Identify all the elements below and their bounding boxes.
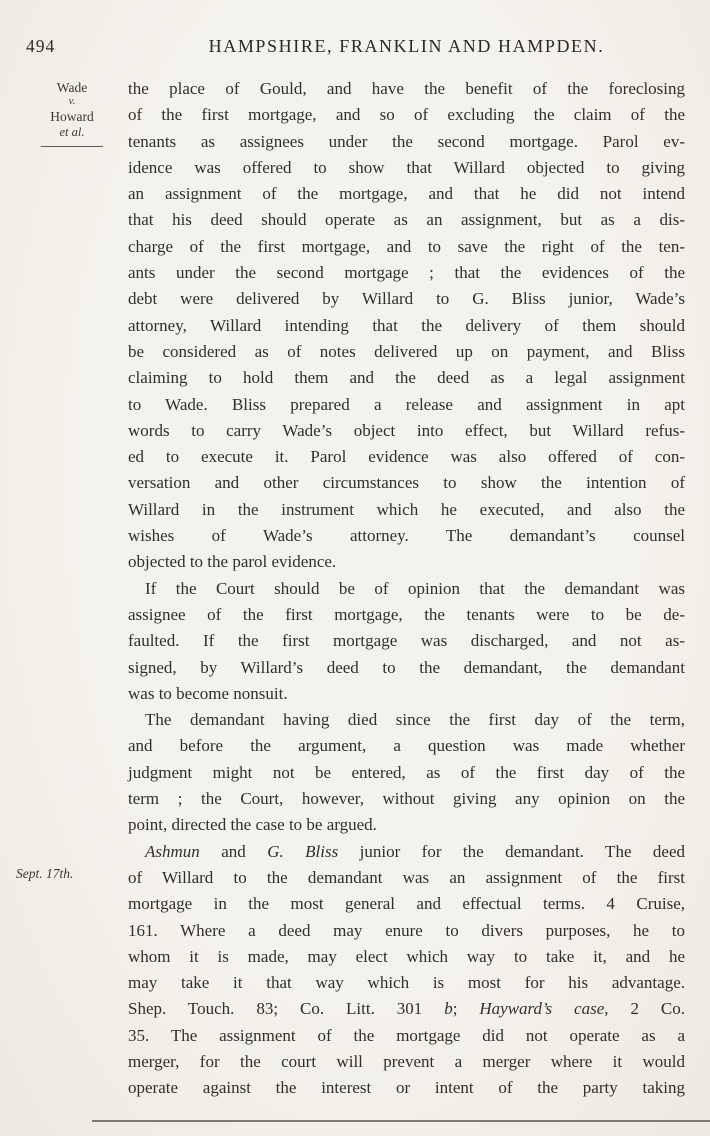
text-line: [128, 812, 685, 838]
text-segment: operate against the interest or intent of the party taking: [128, 1078, 685, 1098]
text-segment: attorney, Willard intending that the delivery of them should: [128, 315, 685, 335]
text-line: [128, 1023, 685, 1049]
text-line: [128, 576, 685, 602]
text-line: [128, 996, 685, 1022]
text-line: [128, 918, 685, 944]
text-segment: term ; the Court, however, without giving any opinion on the: [128, 789, 685, 809]
text-segment: claiming to hold them and the deed as a legal assignment: [128, 368, 685, 388]
text-line: [128, 497, 685, 523]
margin-case-rule: [41, 146, 103, 147]
running-header-title: HAMPSHIRE, FRANKLIN AND HAMPDEN.: [208, 36, 605, 56]
text-line: [128, 313, 685, 339]
text-line: [128, 181, 685, 207]
text-segment: point, directed the case to be argued.: [128, 815, 377, 835]
italic-text: G. Bliss: [267, 841, 339, 861]
page-bottom-rule: [92, 1120, 710, 1122]
text-line: [128, 286, 685, 312]
text-segment: of Willard to the demandant was an assignment of the first: [128, 867, 685, 887]
text-segment: junior for the demandant. The deed: [338, 841, 685, 861]
text-line: [128, 155, 685, 181]
paragraph: [128, 576, 685, 707]
text-segment: If the Court should be of opinion that the demandant was: [145, 578, 685, 598]
text-line: [128, 207, 685, 233]
text-segment: was to become nonsuit.: [128, 683, 288, 703]
text-line: [128, 602, 685, 628]
margin-case-line: Howard: [50, 109, 94, 124]
text-line: [128, 392, 685, 418]
text-segment: versation and other circumstances to show the intention of: [128, 473, 685, 493]
text-line: [128, 733, 685, 759]
text-line: [128, 260, 685, 286]
italic-text: b: [444, 999, 453, 1019]
text-segment: whom it is made, may elect which way to take it, and he: [128, 946, 685, 966]
text-line: [128, 944, 685, 970]
text-line: [128, 418, 685, 444]
text-segment: merger, for the court will prevent a merger where it would: [128, 1051, 685, 1071]
text-line: [128, 786, 685, 812]
page-number: 494: [26, 36, 56, 56]
text-segment: may take it that way which is most for his advantage.: [128, 973, 685, 993]
text-segment: and before the argument, a question was made whether: [128, 736, 685, 756]
text-segment: The demandant having died since the first day of the term,: [145, 710, 685, 730]
text-segment: wishes of Wade’s attorney. The demandant’s counsel: [128, 526, 685, 546]
text-segment: that his deed should operate as an assignment, but as a dis-: [128, 210, 685, 230]
text-segment: faulted. If the first mortgage was discharged, and not as-: [128, 631, 685, 651]
text-line: [128, 707, 685, 733]
text-line: [128, 102, 685, 128]
text-segment: 2 Co.: [608, 999, 685, 1019]
text-segment: the place of Gould, and have the benefit of the foreclosing: [128, 79, 685, 98]
text-segment: objected to the parol evidence.: [128, 552, 337, 572]
text-line: [128, 891, 685, 917]
text-segment: 161. Where a deed may enure to divers purposes, he to: [128, 920, 685, 940]
text-segment: ants under the second mortgage ; that the evidences of the: [128, 263, 685, 283]
text-line: [128, 839, 685, 865]
text-segment: idence was offered to show that Willard objected to giving: [128, 157, 685, 177]
text-segment: an assignment of the mortgage, and that he did not intend: [128, 184, 685, 204]
paragraph: [128, 76, 685, 576]
text-segment: 35. The assignment of the mortgage did not operate as a: [128, 1025, 685, 1045]
text-line: [128, 234, 685, 260]
text-segment: mortgage in the most general and effectual terms. 4 Cruise,: [128, 894, 685, 914]
text-line: [128, 365, 685, 391]
text-line: [128, 129, 685, 155]
text-line: [128, 523, 685, 549]
text-line: [128, 1075, 685, 1101]
text-segment: and: [199, 841, 268, 861]
text-line: [128, 681, 685, 707]
text-segment: signed, by Willard’s deed to the demandant, the demandant: [128, 657, 685, 677]
italic-text: Ashmun: [145, 841, 200, 861]
text-segment: tenants as assignees under the second mortgage. Parol ev-: [128, 131, 685, 151]
text-line: [128, 1049, 685, 1075]
text-segment: debt were delivered by Willard to G. Bliss junior, Wade’s: [128, 289, 685, 309]
text-line: [128, 444, 685, 470]
text-line: [128, 628, 685, 654]
text-segment: words to carry Wade’s object into effect, but Willard refus-: [128, 420, 685, 440]
paragraph: [128, 707, 685, 838]
text-segment: Willard in the instrument which he executed, and also the: [128, 499, 685, 519]
text-segment: be considered as of notes delivered up on payment, and Bliss: [128, 341, 685, 361]
text-segment: charge of the first mortgage, and to save the right of the ten-: [128, 236, 685, 256]
text-line: [128, 760, 685, 786]
text-line: [128, 470, 685, 496]
paragraph: [128, 839, 685, 1102]
margin-case-note: [24, 80, 120, 147]
text-segment: ;: [452, 999, 480, 1019]
text-line: [128, 865, 685, 891]
margin-case-line: et al.: [59, 125, 85, 139]
italic-text: Hayward’s case,: [479, 999, 609, 1019]
text-line: [128, 549, 685, 575]
text-segment: assignee of the first mortgage, the tenants were to be de-: [128, 604, 685, 624]
text-line: [128, 970, 685, 996]
text-segment: Shep. Touch. 83; Co. Litt. 301: [128, 999, 445, 1019]
text-segment: ed to execute it. Parol evidence was also offered of con-: [128, 447, 685, 467]
text-line: [128, 339, 685, 365]
text-segment: of the first mortgage, and so of excluding the claim of the: [128, 105, 685, 125]
body-text: [128, 76, 685, 1102]
text-segment: judgment might not be entered, as of the first day of the: [128, 762, 685, 782]
text-line: [128, 76, 685, 102]
margin-case-line: Wade: [56, 80, 88, 95]
margin-date-note: Sept. 17th.: [16, 866, 74, 881]
text-segment: to Wade. Bliss prepared a release and assignment in apt: [128, 394, 685, 414]
text-line: [128, 655, 685, 681]
margin-case-line: v.: [68, 95, 76, 107]
